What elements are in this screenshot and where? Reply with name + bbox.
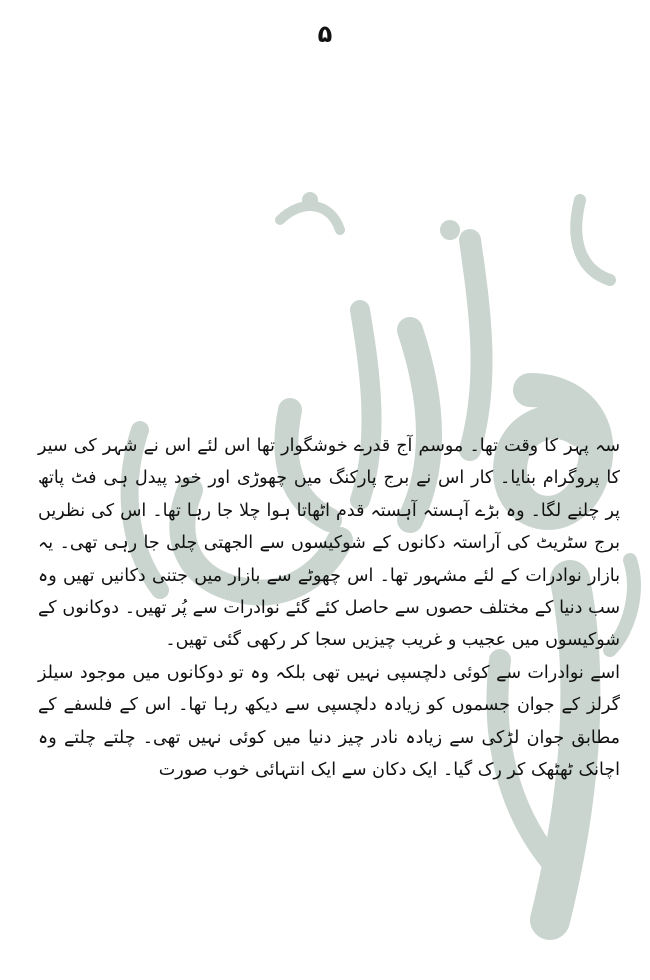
body-text xyxy=(38,430,620,786)
page-number: ۵ xyxy=(317,20,333,48)
paragraph-2: اسے نوادرات سے کوئی دلچسپی نہیں تھی بلکہ وہ تو دوکانوں میں موجود سیلز گرلز کے جوان جسموں کو زیادہ دلچسپی سے دیکھ رہا تھا۔ اس کے فلسفے کے مطابق جوان لڑکی سے زیادہ نادر چیز دنیا میں کوئی نہیں تھی۔ چلتے چلتے وہ اچانک ٹھٹھک کر رک گیا۔ ایک دکان سے ایک انتہائی خوب صورت xyxy=(38,662,620,781)
paragraph-1: سہ پہر کا وقت تھا۔ موسم آج قدرے خوشگوار تھا اس لئے اس نے شہر کی سیر کا پروگرام بنایا۔ کار اس نے برج پارکنگ میں چھوڑی اور خود پیدل ہی فٹ پاتھ پر چلنے لگا۔ وہ بڑے آہستہ آہستہ قدم اٹھاتا ہوا چلا جا رہا تھا۔ اس کی نظریں برج سٹریٹ کی آراستہ دکانوں کے شوکیسوں سے الجھتی چلی جا رہی تھی۔ یہ بازار نوادرات کے لئے مشہور تھا۔ اس چھوٹے سے بازار میں جتنی دکانیں تھیں وہ سب دنیا کے مختلف حصوں سے حاصل کئے گئے نوادرات سے پُر تھیں۔ دوکانوں کے شوکیسوں میں عجیب و غریب چیزیں سجا کر رکھی گئی تھیں۔ xyxy=(38,436,620,651)
